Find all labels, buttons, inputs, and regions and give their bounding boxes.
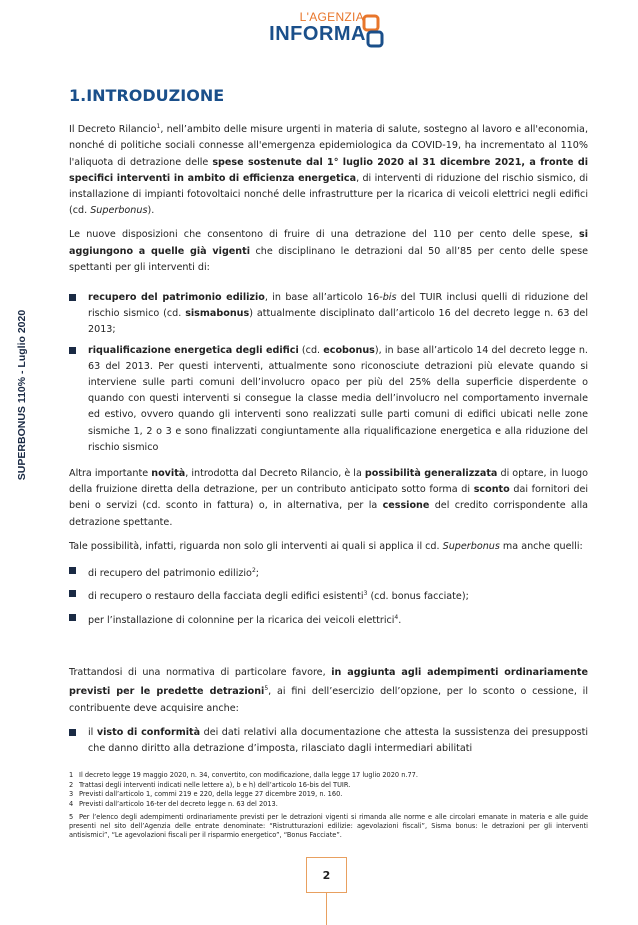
item-text: di recupero o restauro della facciata degli edifici esistenti (88, 591, 364, 603)
p5-text-b: , ai fini dell’esercizio dell’opzione, per lo sconto o cessione, il contribuente deve acquisire anche: (69, 686, 588, 714)
agenzia-informa-logo (264, 8, 384, 52)
item-tail: ; (255, 568, 259, 580)
p3-bold1: novità (151, 468, 186, 480)
list-item (69, 290, 588, 339)
footnotes (69, 771, 588, 840)
main-content (69, 86, 588, 765)
p5-text-a: Trattandosi di una normativa di particolare favore, (69, 667, 332, 679)
p1-text-a: Il Decreto Rilancio (69, 124, 157, 136)
list-item (69, 343, 588, 456)
p1-text-c: , di interventi di riduzione del rischio sismico, di installazione di impianti fotovoltaici nonché delle infrastrutture per la ricarica di veicoli elettrici negli edifici (cd. (69, 172, 589, 217)
footnote-number: 3 (69, 790, 74, 799)
p3-text-d: dai fornitori dei beni o servizi (cd. sconto in fattura) o, in alternativa, per la (69, 484, 589, 512)
footnote-ref-4: 4 (394, 613, 399, 621)
footnote-text: Trattasi degli interventi indicati nelle lettere a), b e h) dell’articolo 16-bis del TUIR. (79, 780, 351, 789)
footnote-number: 1 (69, 771, 74, 779)
footnote-ref-2: 2 (251, 567, 256, 575)
side-label (12, 265, 32, 525)
item-text-c: ) attualmente disciplinato dall’articolo 16 del decreto legge n. 63 del 2013; (88, 308, 588, 336)
item-text-b: dei dati relativi alla documentazione che attesta la sussistenza dei presupposti che danno diritto alla detrazione d’imposta, rilasciato dagli intermediari abilitati (88, 727, 588, 755)
p2-bold: si aggiungono a quelle già vigenti (69, 229, 588, 257)
list-item (69, 610, 588, 629)
page-number: 2 (306, 857, 347, 893)
list-other-interventions (69, 563, 588, 629)
bullet-square-icon (69, 614, 76, 621)
footnote (69, 800, 588, 809)
paragraph-intro (69, 119, 588, 219)
list-item (69, 725, 588, 757)
footnote (69, 771, 588, 780)
item-tail: (cd. bonus facciate); (367, 591, 469, 603)
item-bold: visto di conformità (96, 727, 201, 739)
footnote-text: Previsti dall’articolo 16-ter del decreto legge n. 63 del 2013. (79, 799, 278, 808)
item-text-a: (cd. (298, 344, 324, 356)
footnote-text: Previsti dall’articolo 1, commi 219 e 220, della legge 27 dicembre 2019, n. 160. (79, 790, 343, 799)
logo-line1: L'AGENZIA (299, 10, 364, 24)
item-text-b: ), in base all’articolo 14 del decreto legge n. 63 del 2013. Per questi interventi, attualmente sono riconosciute detrazioni più elevate quando si interviene sulle parti comuni dell’involucro opaco per più del 25% della superficie disperdente o quando con questi interventi si consegue la classe media dell’involucro nel comportamento invernale ed estivo, ovvero quando gli interventi sono realizzati sulle parti comuni di edifici ubicati nelle zone sismiche 1, 2 o 3 e sono finalizzati congiuntamente alla riqualificazione energetica e alla riduzione del rischio sismico (88, 344, 588, 453)
footnote (69, 813, 588, 839)
bullet-square-icon (69, 729, 76, 736)
paragraph-requirements (69, 665, 588, 717)
list-requirements (69, 725, 588, 757)
footnote-number: 4 (69, 799, 74, 808)
item-text-a: , in base all’articolo 16- (264, 292, 383, 304)
page-number-line (326, 893, 327, 925)
list-item (69, 586, 588, 605)
item-bold2: ecobonus (323, 344, 375, 356)
paragraph-existing-deductions (69, 227, 588, 276)
footnote (69, 781, 588, 790)
p2-text-a: Le nuove disposizioni che consentono di fruire di una detrazione del 110 per cento delle spese, (69, 229, 579, 241)
list-item (69, 563, 588, 582)
p1-text-d: ). (147, 205, 155, 217)
p3-bold2: possibilità generalizzata (364, 468, 498, 480)
paragraph-possibility (69, 539, 588, 555)
p1-text-b: , nell’ambito delle misure urgenti in materia di salute, sostegno al lavoro e all'economia, nonché di politiche sociali connesse all'emergenza epidemiologica da COVID-19, ha incrementato al 110% l'aliquota di detrazione delle (69, 124, 588, 168)
logo-mark-icon (362, 14, 384, 48)
logo-line2: INFORMA (269, 23, 366, 45)
bullet-square-icon (69, 294, 76, 301)
item-bold2: sismabonus (185, 308, 250, 320)
footnote-number: 5 (69, 813, 74, 822)
p4-text-b: ma anche quelli: (499, 540, 583, 552)
footnote-ref-1: 1 (156, 123, 161, 130)
p3-bold3: sconto (473, 484, 510, 496)
p5-bold: in aggiunta agli adempimenti ordinariamente previsti per le predette detrazioni (69, 667, 588, 698)
p1-bold: spese sostenute dal 1° luglio 2020 al 31 dicembre 2021, a fronte di specifici interventi in ambito di efficienza energetica (69, 156, 588, 184)
p3-text-e: del credito corrispondente alla detrazione spettante. (69, 500, 589, 528)
item-text: di recupero del patrimonio edilizio (88, 568, 252, 580)
item-text-b: del TUIR inclusi quelli di riduzione del rischio sismico (cd. (88, 292, 588, 320)
list-interventions (69, 290, 588, 456)
footnote-ref-3: 3 (363, 590, 368, 598)
item-text: per l’installazione di colonnine per la ricarica dei veicoli elettrici (88, 615, 395, 627)
item-bold: riqualificazione energetica degli edifici (88, 344, 299, 356)
side-label-text: SUPERBONUS 110% - Luglio 2020 (16, 309, 28, 481)
p3-text-c: di optare, in luogo della fruizione diretta della detrazione, per un contributo anticipato sotto forma di (69, 468, 589, 496)
item-italic: bis (382, 292, 397, 304)
bullet-square-icon (69, 590, 76, 597)
item-text-a: il (88, 727, 97, 739)
footnote-text: Il decreto legge 19 maggio 2020, n. 34, convertito, con modificazione, dalla legge 17 luglio 2020 n.77. (79, 771, 418, 779)
p3-bold4: cessione (382, 500, 430, 512)
p3-text-b: , introdotta dal Decreto Rilancio, è la (185, 468, 365, 480)
footnote-text: Per l’elenco degli adempimenti ordinariamente previsti per le detrazioni vigenti si rimanda alle norme e alle circolari emanate in materia e alle guide presenti nel sito dell’Agenzia delle entrate denominate: “Ristrutturazioni edilizie: agevolazioni fiscali”, Sisma bonus: le detrazioni per gli interventi antisismici”, “Le agevolazioni fiscali per il risparmio energetico”, “Bonus Facciate”. (69, 813, 588, 839)
footnote (69, 790, 588, 799)
p3-text-a: Altra importante (69, 468, 152, 480)
footnote-number: 2 (69, 780, 74, 789)
bullet-square-icon (69, 347, 76, 354)
p2-text-b: che disciplinano le detrazioni dal 50 all’85 per cento delle spese spettanti per gli interventi di: (69, 245, 588, 273)
p4-italic: Superbonus (442, 540, 500, 552)
spacer (69, 637, 588, 665)
item-tail: . (398, 615, 402, 627)
bullet-square-icon (69, 567, 76, 574)
section-title: 1.INTRODUZIONE (69, 86, 225, 105)
item-bold: recupero del patrimonio edilizio (88, 292, 265, 304)
footnote-ref-5: 5 (264, 685, 269, 693)
paragraph-novelty (69, 466, 588, 531)
p1-italic: Superbonus (90, 205, 148, 217)
p4-text-a: Tale possibilità, infatti, riguarda non solo gli interventi ai quali si applica il cd. (69, 540, 443, 552)
